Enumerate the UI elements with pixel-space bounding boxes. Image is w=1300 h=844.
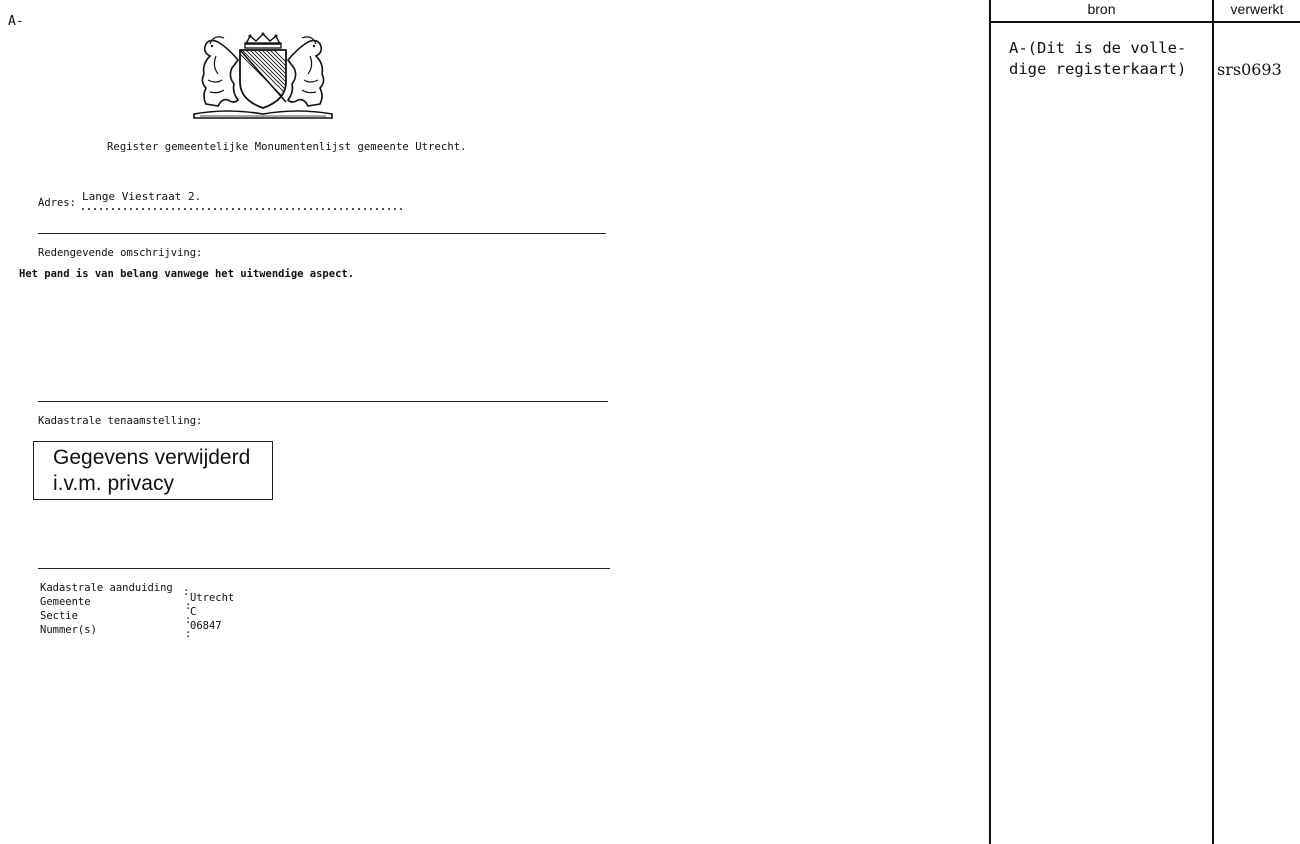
- section-divider: [38, 233, 606, 234]
- cadastral-designation-heading: Kadastrale aanduiding: [40, 582, 173, 594]
- register-title: Register gemeentelijke Monumentenlijst gemeente Utrecht.: [107, 141, 467, 153]
- colon: :: [183, 586, 190, 598]
- colon: :: [185, 600, 192, 612]
- gemeente-label: Gemeente: [40, 596, 91, 608]
- side-panel-header-rule: [990, 21, 1300, 23]
- source-note-line: A-(Dit is de volle-: [1009, 39, 1187, 57]
- nummer-value: 06847: [190, 620, 222, 632]
- cadastral-owner-label: Kadastrale tenaamstelling:: [38, 415, 203, 427]
- section-divider: [38, 568, 610, 569]
- address-label: Adres:: [38, 197, 76, 209]
- column-header-processed: verwerkt: [1230, 1, 1284, 17]
- source-note-line: dige registerkaart): [1009, 60, 1187, 78]
- side-panel-column-divider: [1212, 0, 1214, 844]
- page-marker: A-: [8, 14, 24, 29]
- description-text: Het pand is van belang vanwege het uitwendige aspect.: [19, 268, 355, 280]
- gemeente-value: Utrecht: [190, 592, 235, 604]
- description-label: Redengevende omschrijving:: [38, 247, 203, 259]
- colon: :: [185, 614, 192, 626]
- section-divider: [38, 401, 608, 402]
- privacy-notice-line: i.v.m. privacy: [53, 472, 174, 495]
- address-value: Lange Viestraat 2.: [82, 190, 202, 203]
- sectie-value: C: [190, 606, 197, 618]
- nummer-label: Nummer(s): [40, 624, 97, 636]
- privacy-notice-box: [33, 441, 273, 500]
- coat-of-arms-logo: [188, 30, 338, 122]
- column-header-source: bron: [1087, 1, 1116, 17]
- processed-code: srs0693: [1217, 60, 1282, 79]
- address-dotted-line: [80, 208, 406, 210]
- colon: :: [185, 628, 192, 640]
- side-panel-border: [989, 0, 991, 844]
- sectie-label: Sectie: [40, 610, 78, 622]
- privacy-notice-line: Gegevens verwijderd: [53, 446, 251, 469]
